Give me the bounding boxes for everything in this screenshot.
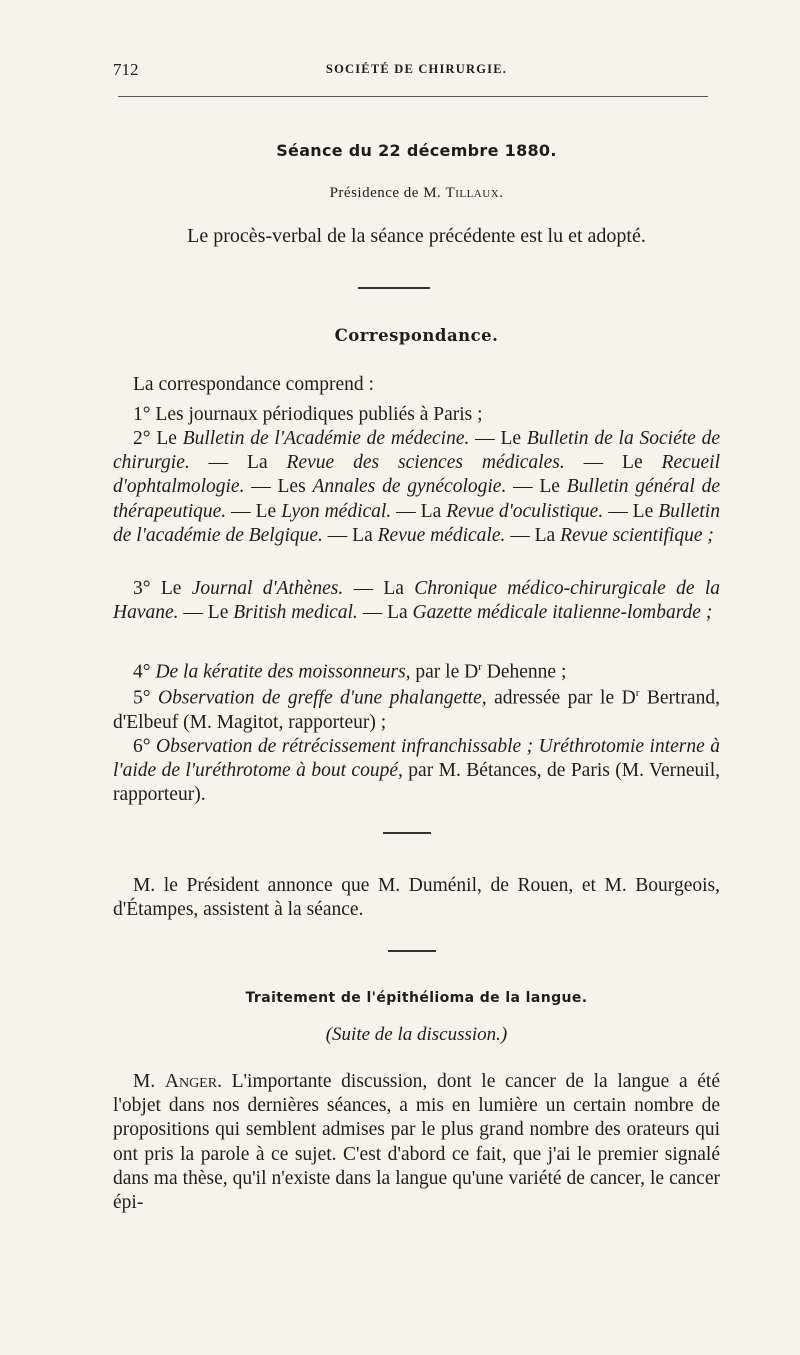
journal-title: Revue scientifique ;	[560, 524, 714, 546]
correspondance-item-2	[113, 427, 720, 548]
session-title: Séance du 22 décembre 1880.	[276, 141, 557, 160]
journal-title: Lyon médical.	[281, 500, 392, 522]
journal-title: Recueil d'ophtalmologie.	[113, 452, 720, 498]
section-separator	[358, 287, 430, 289]
speech-text: L'importante discussion, dont le cancer de la langue a été l'objet dans nos dernières séances, a mis en lumière un certain nombre de propositions qui semblent admises par le plus grand nombre des orateurs qui ont pris la parole à ce sujet. C'est d'abord ce fait, que j'ai le premier signalé dans ma thèse, qu'il n'existe dans la langue qu'une variété de cancer, le cancer épi-	[113, 1071, 720, 1214]
presidence-line	[113, 185, 720, 202]
item-text: 5°	[133, 687, 159, 709]
journal-title: Bulletin général de thérapeutique.	[113, 476, 721, 522]
section-separator	[388, 950, 436, 952]
item-text: — Le	[469, 428, 527, 449]
item-text: Bertrand, d'Elbeuf (M. Magitot, rapporteur) ;	[113, 687, 720, 733]
item-text: 2° Le	[133, 428, 183, 449]
journal-title: Bulletin de la Sociéte de chirurgie.	[113, 428, 720, 474]
president-name: Tillaux.	[445, 185, 504, 201]
journal-title: Revue médicale.	[377, 524, 506, 546]
journal-title: Bulletin de l'académie de Belgique.	[113, 500, 720, 546]
item-text: — La	[505, 524, 561, 546]
discussion-subtitle: (Suite de la discussion.)	[325, 1024, 508, 1045]
announcement-paragraph: M. le Président annonce que M. Duménil, de Rouen, et M. Bourgeois, d'Étampes, assistent à la séance.	[113, 875, 720, 921]
correspondance-intro: La correspondance comprend :	[133, 374, 374, 395]
item-text: 6°	[133, 736, 157, 757]
item-text: — Le	[506, 476, 567, 498]
correspondance-item-5	[113, 681, 720, 735]
item-text: — Les	[244, 476, 313, 498]
superscript: r	[635, 687, 640, 699]
journal-title: Revue d'oculistique.	[446, 500, 604, 522]
item-text: — La	[322, 524, 378, 546]
item-text: — Le	[603, 500, 659, 522]
correspondance-item-3	[113, 577, 720, 625]
running-header	[113, 60, 720, 84]
anger-speech	[113, 1070, 720, 1215]
item-text: — La	[189, 452, 287, 474]
item-text: Dehenne ;	[481, 661, 567, 683]
speaker-name: Anger.	[164, 1071, 222, 1092]
item-text: — Le	[226, 500, 282, 522]
journal-title: Revue des sciences médicales.	[286, 452, 565, 474]
item-text: 4°	[133, 661, 156, 683]
item-text: — La	[343, 578, 415, 599]
correspondance-heading: Correspondance.	[334, 326, 499, 345]
header-rule	[118, 96, 708, 97]
item-text: adressée par le D	[486, 687, 636, 709]
journal-title: British medical.	[233, 602, 358, 624]
journal-title: Gazette médicale italienne-lombarde ;	[412, 602, 713, 624]
running-title: SOCIÉTÉ DE CHIRURGIE.	[325, 62, 508, 76]
correspondance-item-1: 1° Les journaux périodiques publiés à Paris ;	[133, 404, 483, 425]
minutes-statement: Le procès-verbal de la séance précédente est lu et adopté.	[187, 225, 646, 247]
journal-title: Chronique médico-chirurgicale de la Havane.	[113, 578, 720, 624]
superscript: r	[478, 661, 482, 673]
presidence-prefix: Présidence de M.	[329, 185, 442, 201]
work-title: De la kératite des moissonneurs,	[155, 661, 411, 683]
discussion-title: Traitement de l'épithélioma de la langue.	[245, 990, 588, 1006]
item-text: — Le	[178, 602, 234, 624]
work-title: Observation de rétrécissement infranchissable ; Uréthrotomie interne à l'aide de l'uréthrotome à bout coupé,	[113, 736, 720, 782]
item-text: — La	[391, 500, 447, 522]
item-text: 3° Le	[133, 578, 192, 599]
work-title: Observation de greffe d'une phalangette,	[158, 687, 487, 709]
item-text: par M. Bétances, de Paris (M. Verneuil, rapporteur).	[113, 760, 720, 806]
section-separator	[383, 832, 431, 834]
item-text: — Le	[564, 452, 662, 474]
journal-title: Bulletin de l'Académie de médecine.	[182, 428, 470, 449]
journal-title: Annales de gynécologie.	[312, 476, 507, 498]
item-text: par le D	[410, 661, 479, 683]
speaker-prefix: M.	[133, 1071, 165, 1092]
page-number: 712	[113, 60, 139, 79]
journal-title: Journal d'Athènes.	[191, 578, 344, 599]
correspondance-item-6	[113, 735, 720, 808]
item-text: — La	[357, 602, 413, 624]
